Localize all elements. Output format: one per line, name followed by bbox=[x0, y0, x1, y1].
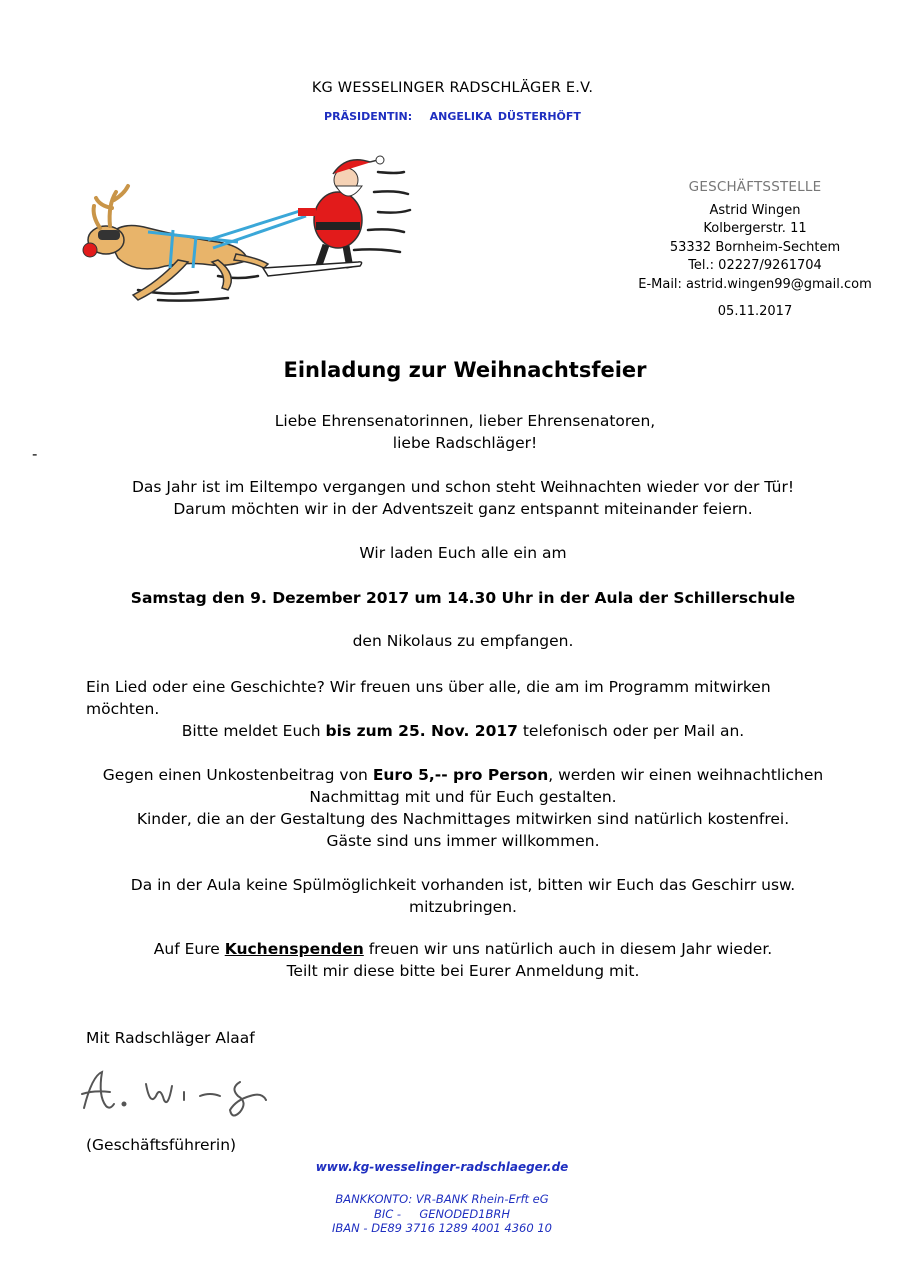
reindeer-santa-illustration bbox=[78, 150, 413, 310]
office-contact-block bbox=[610, 178, 900, 322]
dishes-paragraph bbox=[0, 874, 905, 918]
bank-iban: IBAN - DE89 3716 1289 4001 4360 10 bbox=[332, 1221, 552, 1235]
greeting bbox=[0, 410, 905, 454]
office-street: Kolbergerstr. 11 bbox=[703, 221, 807, 236]
registration-line bbox=[0, 720, 905, 742]
organization-name: KG WESSELINGER RADSCHLÄGER E.V. bbox=[311, 80, 594, 96]
stray-dash: - bbox=[32, 445, 38, 463]
handwritten-signature bbox=[80, 1066, 280, 1126]
fee-post: , werden wir einen weihnachtlichen bbox=[548, 766, 824, 784]
bank-bic: BIC - GENODED1BRH bbox=[373, 1206, 511, 1221]
office-name: Astrid Wingen bbox=[709, 202, 801, 218]
greeting-line-1: Liebe Ehrensenatorinnen, lieber Ehrensenatoren, bbox=[274, 412, 656, 430]
program-line-2: möchten. bbox=[86, 700, 160, 718]
cake-paragraph bbox=[0, 938, 905, 982]
registration-pre: Bitte meldet Euch bbox=[181, 722, 326, 740]
cake-post: freuen wir uns natürlich auch in diesem Jahr wieder. bbox=[363, 940, 773, 958]
bank-account: BANKKONTO: VR-BANK Rhein-Erft eG bbox=[335, 1192, 549, 1206]
cake-pre: Auf Eure bbox=[153, 940, 225, 958]
guests-line: Gäste sind uns immer willkommen. bbox=[326, 832, 600, 850]
office-phone: Tel.: 02227/9261704 bbox=[688, 258, 822, 273]
greeting-line-2: liebe Radschläger! bbox=[392, 434, 538, 452]
program-paragraph bbox=[86, 676, 866, 720]
invite-line: Wir laden Euch alle ein am bbox=[359, 544, 567, 562]
dishes-line-2: mitzubringen. bbox=[409, 898, 517, 916]
kids-line: Kinder, die an der Gestaltung des Nachmittages mitwirken sind natürlich kostenfrei. bbox=[136, 810, 790, 828]
signer-role: (Geschäftsführerin) bbox=[86, 1136, 237, 1154]
fee-line-2: Nachmittag mit und für Euch gestalten. bbox=[309, 788, 617, 806]
letter-title: Einladung zur Weihnachtsfeier bbox=[283, 358, 647, 382]
closing: Mit Radschläger Alaaf bbox=[86, 1029, 255, 1047]
letter-date: 05.11.2017 bbox=[717, 304, 793, 319]
dishes-line-1: Da in der Aula keine Spülmöglichkeit vorhanden ist, bitten wir Euch das Geschirr usw. bbox=[130, 876, 796, 894]
cake-donations: Kuchenspenden bbox=[224, 940, 364, 958]
office-heading: GESCHÄFTSSTELLE bbox=[688, 179, 822, 195]
fee-amount: Euro 5,-- pro Person bbox=[372, 766, 549, 784]
intro-line-1: Das Jahr ist im Eiltempo vergangen und schon steht Weihnachten wieder vor der Tür! bbox=[131, 478, 795, 496]
intro-paragraph bbox=[0, 476, 905, 520]
office-email[interactable]: E-Mail: astrid.wingen99@gmail.com bbox=[638, 276, 872, 292]
president-line: PRÄSIDENTIN: ANGELIKA DÜSTERHÖFT bbox=[324, 110, 581, 123]
registration-post: telefonisch oder per Mail an. bbox=[517, 722, 745, 740]
program-line-1: Ein Lied oder eine Geschichte? Wir freuen uns über alle, die am im Programm mitwirken bbox=[86, 678, 771, 696]
event-details: Samstag den 9. Dezember 2017 um 14.30 Uhr in der Aula der Schillerschule bbox=[130, 589, 796, 607]
intro-line-2: Darum möchten wir in der Adventszeit ganz entspannt miteinander feiern. bbox=[173, 500, 753, 518]
website-link[interactable]: www.kg-wesselinger-radschlaeger.de bbox=[315, 1160, 569, 1174]
bank-details bbox=[0, 1192, 884, 1236]
fee-pre: Gegen einen Unkostenbeitrag von bbox=[102, 766, 373, 784]
office-city: 53332 Bornheim-Sechtem bbox=[669, 239, 841, 255]
registration-deadline: bis zum 25. Nov. 2017 bbox=[325, 722, 518, 740]
fee-paragraph bbox=[0, 764, 905, 852]
cake-line-2: Teilt mir diese bitte bei Eurer Anmeldung mit. bbox=[286, 962, 640, 980]
nikolaus-line: den Nikolaus zu empfangen. bbox=[352, 632, 574, 650]
